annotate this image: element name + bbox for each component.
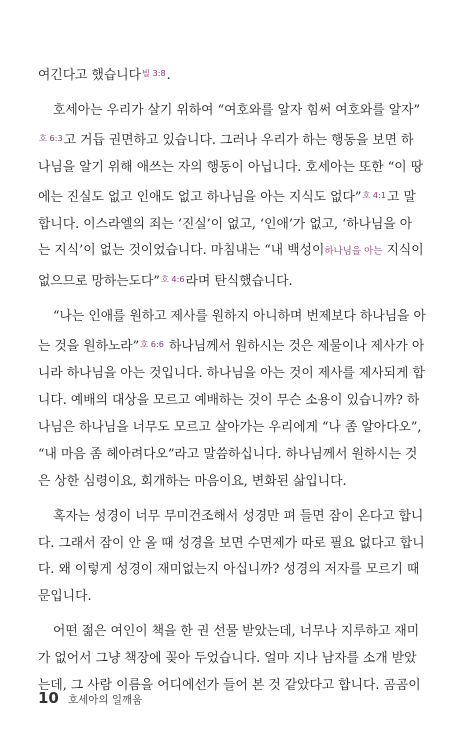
running-title: 호세아의 일깨움 [67, 694, 143, 706]
line-text: 혹자는 성경이 너무 무미건조해서 성경만 펴 들면 잠이 온다고 합니 [53, 508, 424, 524]
text-line [38, 557, 436, 584]
line-text: 라며 탄식했습니다. [185, 274, 293, 290]
line-text: 고 말 [387, 189, 416, 205]
text-line [38, 442, 436, 469]
text-line [38, 619, 436, 646]
text-line [38, 60, 436, 90]
scripture-reference: 호 6:3 [39, 132, 63, 143]
paragraph [38, 304, 436, 495]
text-line [38, 361, 436, 388]
line-text: “내 마음 좀 헤아려다오”라고 말씀하십니다. 하나님께서 원하시는 것 [38, 446, 418, 462]
line-text: 은 상한 심령이요, 회개하는 마음이요, 변화된 삶입니다. [38, 473, 347, 489]
scripture-reference: 호 4:6 [160, 274, 185, 285]
text-line [38, 415, 436, 442]
text-line [38, 504, 436, 531]
line-text: 고 거듭 권면하고 있습니다. 그러나 우리가 하는 행동을 보면 하 [63, 132, 414, 148]
line-text: 없으므로 망하는도다” [38, 274, 160, 290]
line-text: . [166, 68, 171, 83]
line-text: 나님을 알기 위해 애쓰는 자의 행동이 아닙니다. 호세아는 또한 “이 땅 [38, 159, 424, 175]
paragraph [38, 504, 436, 612]
line-text: 여긴다고 했습니다 [38, 68, 141, 83]
paragraph [38, 60, 436, 90]
paragraph [38, 98, 436, 296]
text-line [38, 238, 436, 266]
line-text: 는 것을 원하노라” [38, 339, 140, 355]
text-line [38, 212, 436, 239]
text-line [38, 266, 436, 296]
text-line [38, 584, 436, 611]
scripture-reference: 빌 3:8 [141, 68, 166, 78]
text-line [38, 155, 436, 182]
inline-gloss: 하나님을 아는 [324, 246, 383, 258]
line-text: 가 없어서 그냥 책장에 꽂아 두었습니다. 얼마 지나 남자를 소개 받았 [38, 651, 417, 667]
text-line [38, 388, 436, 415]
line-text: 합니다. 이스라엘의 죄는 ‘진실’이 없고, ‘인애’가 없고, ‘하나님을 아 [38, 216, 413, 232]
line-text: 니다. 예배의 대상을 모르고 예배하는 것이 무슨 소용이 있습니까? 하 [38, 392, 420, 408]
line-text: 다. 그래서 잠이 안 올 때 성경을 보면 수면제가 따로 필요 없다고 합니 [38, 535, 425, 551]
line-text: 는데, 그 사람 이름을 어디에선가 들어 본 것 같았다고 합니다. 곰곰이 [38, 678, 421, 694]
body-text [38, 60, 436, 700]
line-text: 에는 진실도 없고 인애도 없고 하나님을 아는 지식도 없다” [38, 189, 362, 205]
line-text: 하나님께서 원하시는 것은 제물이나 제사가 아 [164, 339, 425, 355]
text-line [38, 304, 436, 331]
page-number: 10 [38, 689, 59, 707]
line-text: 니라 하나님을 아는 것입니다. 하나님을 아는 것이 제사를 제사되게 합 [38, 366, 425, 382]
scripture-reference: 호 6:6 [140, 339, 164, 350]
line-text: 호세아는 우리가 살기 위하여 “여호와를 알자 힘써 여호와를 알자” [53, 102, 421, 118]
line-text: 어떤 젊은 여인이 책을 한 권 선물 받았는데, 너무나 지루하고 재미 [53, 624, 420, 640]
text-line [38, 469, 436, 496]
line-text: 다. 왜 이렇게 성경이 재미없는지 아십니까? 성경의 저자를 모르기 때 [38, 562, 420, 578]
line-text: 는 지식’이 없는 것이었습니다. 마침내는 “내 백성이 [38, 243, 325, 259]
text-line [38, 182, 436, 212]
scripture-reference: 호 4:1 [362, 189, 387, 200]
text-line [38, 125, 436, 155]
line-text: 지식이 [382, 243, 424, 259]
line-text: “나는 인애를 원하고 제사를 원하지 아니하며 번제보다 하나님을 아 [53, 309, 426, 325]
text-line [38, 331, 436, 361]
line-text: 문입니다. [38, 589, 92, 605]
text-line [38, 531, 436, 558]
page-footer [38, 688, 142, 707]
line-text: 나님은 하나님을 너무도 모르고 살아가는 우리에게 “나 좀 알아다오”, [38, 419, 422, 435]
text-line [38, 646, 436, 673]
text-line [38, 98, 436, 125]
